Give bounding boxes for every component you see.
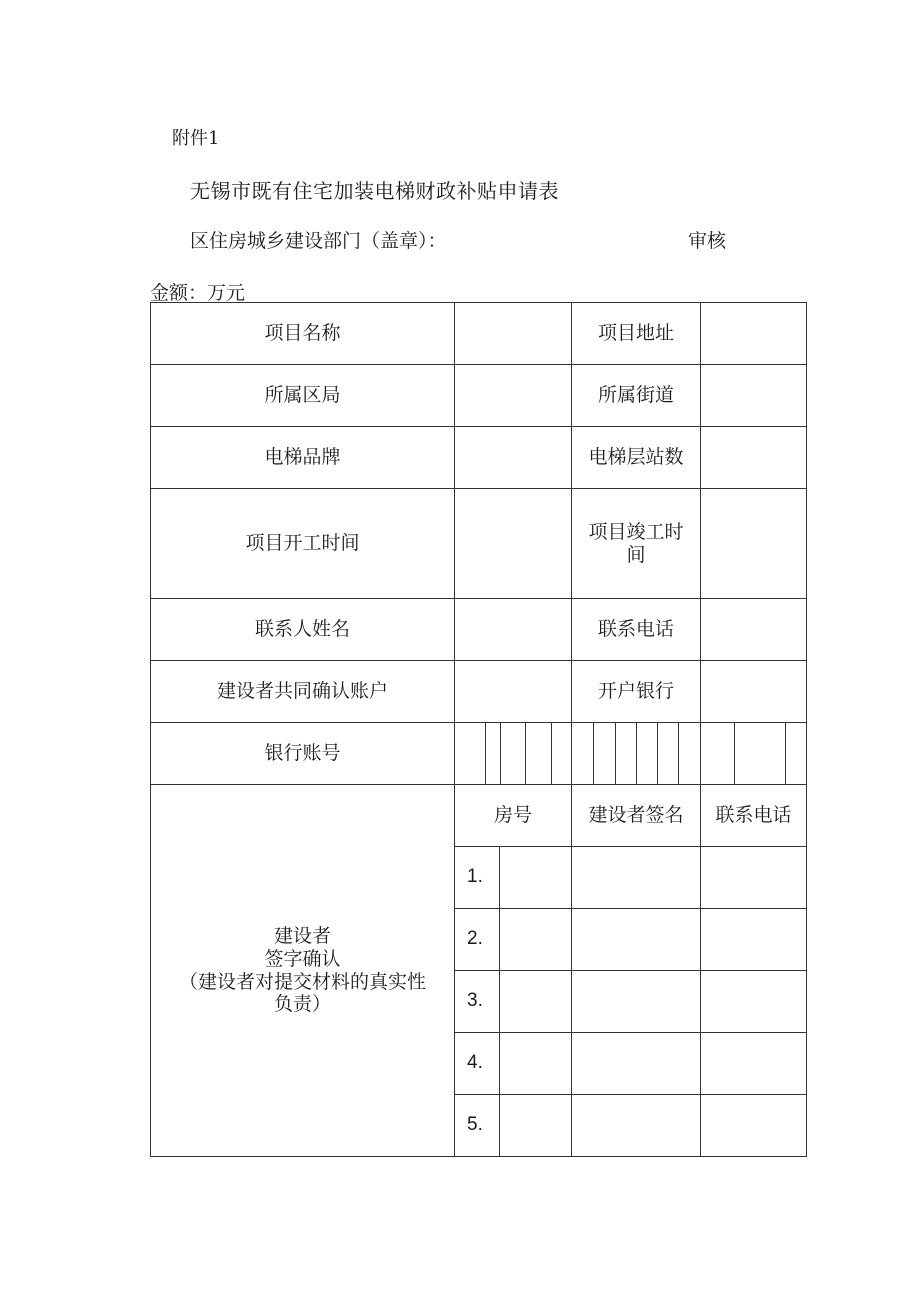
row-number: 3.: [455, 971, 500, 1033]
phone-field[interactable]: [701, 1033, 807, 1095]
digit-box[interactable]: [734, 723, 786, 784]
room-number-header: 房号: [455, 785, 572, 847]
signature-header: 建设者签名: [572, 785, 701, 847]
street-label: 所属街道: [572, 365, 701, 427]
finish-time-field[interactable]: [701, 489, 807, 599]
table-row: [151, 785, 807, 847]
signature-field[interactable]: [572, 909, 701, 971]
form-title: 无锡市既有住宅加装电梯财政补贴申请表: [190, 179, 559, 203]
signature-label-line2: 签字确认: [264, 947, 341, 970]
row-number: 1.: [455, 847, 500, 909]
amount-label: 金额：万元: [150, 282, 246, 304]
district-label: 所属区局: [151, 365, 455, 427]
account-number-label: 银行账号: [151, 723, 455, 785]
digit-box[interactable]: [500, 723, 526, 784]
contact-phone-label: 联系电话: [572, 599, 701, 661]
table-row: [151, 489, 807, 599]
project-address-label: 项目地址: [572, 303, 701, 365]
elevator-brand-field[interactable]: [455, 427, 572, 489]
street-field[interactable]: [701, 365, 807, 427]
digit-box[interactable]: [636, 723, 658, 784]
bank-label: 开户银行: [572, 661, 701, 723]
digit-box[interactable]: [615, 723, 636, 784]
district-field[interactable]: [455, 365, 572, 427]
elevator-brand-label: 电梯品牌: [151, 427, 455, 489]
signature-field[interactable]: [572, 847, 701, 909]
elevator-stops-label: 电梯层站数: [572, 427, 701, 489]
contact-name-label: 联系人姓名: [151, 599, 455, 661]
digit-box[interactable]: [593, 723, 615, 784]
digit-box[interactable]: [572, 723, 593, 784]
finish-time-label-line1: 项目竣工时: [588, 520, 684, 543]
department-stamp-label: 区住房城乡建设部门（盖章）：: [190, 230, 447, 252]
room-number-field[interactable]: [500, 1095, 572, 1157]
room-number-field[interactable]: [500, 1033, 572, 1095]
phone-field[interactable]: [701, 909, 807, 971]
phone-field[interactable]: [701, 1095, 807, 1157]
account-number-boxes-3: [701, 723, 807, 785]
digit-box[interactable]: [701, 723, 734, 784]
signature-label-line1: 建设者: [273, 924, 331, 947]
start-time-label: 项目开工时间: [151, 489, 455, 599]
attachment-label: 附件1: [172, 128, 220, 149]
row-number: 5.: [455, 1095, 500, 1157]
table-row: [151, 723, 807, 785]
table-row: [151, 427, 807, 489]
row-number: 4.: [455, 1033, 500, 1095]
signature-label-line4: 负责）: [273, 993, 331, 1016]
project-name-field[interactable]: [455, 303, 572, 365]
signature-field[interactable]: [572, 1095, 701, 1157]
room-number-field[interactable]: [500, 971, 572, 1033]
project-name-label: 项目名称: [151, 303, 455, 365]
digit-box[interactable]: [551, 723, 571, 784]
digit-box[interactable]: [678, 723, 700, 784]
project-address-field[interactable]: [701, 303, 807, 365]
table-row: [151, 303, 807, 365]
elevator-stops-field[interactable]: [701, 427, 807, 489]
review-label: 审核: [688, 230, 727, 252]
phone-header: 联系电话: [701, 785, 807, 847]
signature-field[interactable]: [572, 971, 701, 1033]
application-table: [150, 302, 807, 1157]
account-name-label: 建设者共同确认账户: [151, 661, 455, 723]
bank-field[interactable]: [701, 661, 807, 723]
digit-box[interactable]: [657, 723, 678, 784]
contact-name-field[interactable]: [455, 599, 572, 661]
account-number-boxes-2: [572, 723, 701, 785]
contact-phone-field[interactable]: [701, 599, 807, 661]
room-number-field[interactable]: [500, 847, 572, 909]
account-name-field[interactable]: [455, 661, 572, 723]
digit-box[interactable]: [455, 723, 485, 784]
finish-time-label: [572, 489, 701, 599]
table-row: [151, 365, 807, 427]
signature-field[interactable]: [572, 1033, 701, 1095]
signature-label-line3: （建设者对提交材料的真实性: [178, 970, 426, 993]
digit-box[interactable]: [525, 723, 551, 784]
finish-time-label-line2: 间: [626, 543, 646, 566]
phone-field[interactable]: [701, 971, 807, 1033]
table-row: [151, 661, 807, 723]
digit-box[interactable]: [485, 723, 500, 784]
signature-section-label: [151, 785, 455, 1157]
account-number-boxes-1: [455, 723, 572, 785]
start-time-field[interactable]: [455, 489, 572, 599]
digit-box[interactable]: [785, 723, 806, 784]
row-number: 2.: [455, 909, 500, 971]
phone-field[interactable]: [701, 847, 807, 909]
table-row: [151, 599, 807, 661]
room-number-field[interactable]: [500, 909, 572, 971]
